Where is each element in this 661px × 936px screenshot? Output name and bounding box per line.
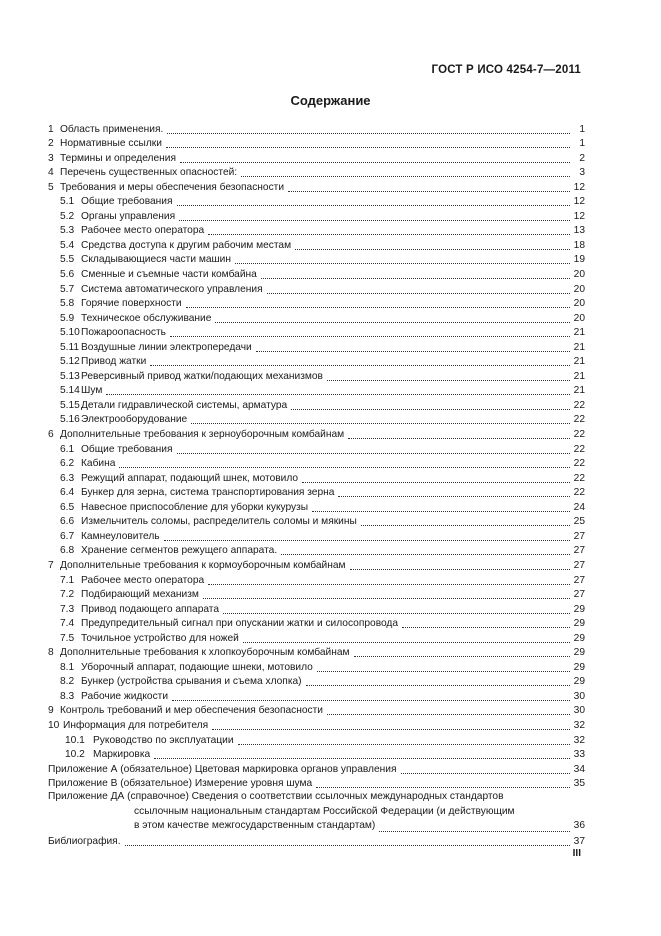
dot-leader (317, 670, 570, 672)
appendix-da-line1: Приложение ДА (справочное) Сведения о соответствии ссылочных международных стандартов (48, 791, 504, 803)
toc-entry[interactable] (48, 281, 585, 296)
dot-leader (177, 204, 570, 206)
toc-entry[interactable] (48, 223, 585, 238)
toc-entry-page: 36 (573, 820, 585, 832)
toc-entry-number: 7.1 (60, 574, 75, 586)
dot-leader (261, 277, 570, 279)
dot-leader (203, 597, 570, 599)
toc-entry-title: Бункер (устройства срывания и съема хлопка) (81, 676, 302, 688)
toc-entry-page: 34 (573, 763, 585, 775)
toc-entry[interactable] (48, 194, 585, 209)
toc-entry[interactable] (48, 296, 585, 311)
toc-entry-title: Бункер для зерна, система транспортирования зерна (81, 487, 335, 499)
toc-entry-number: 7.3 (60, 603, 75, 615)
dot-leader (208, 583, 570, 585)
toc-entry-number: 5.9 (60, 312, 75, 324)
toc-entry-page: 22 (573, 429, 585, 441)
toc-entry-title: Камнеуловитель (81, 530, 160, 542)
toc-entry-title: Дополнительные требования к кормоуборочным комбайнам (60, 559, 346, 571)
dot-leader (312, 510, 570, 512)
dot-leader (281, 553, 570, 555)
toc-entry-title: Измельчитель соломы, распределитель соломы и мякины (81, 516, 357, 528)
toc-entry-title: Электрооборудование (81, 414, 188, 426)
toc-entry-number: 5.14 (60, 385, 80, 397)
toc-entry-page: 29 (573, 603, 585, 615)
toc-entry-page: 20 (573, 283, 585, 295)
toc-entry-number: 7.5 (60, 632, 75, 644)
toc-entry-title: Органы управления (81, 210, 176, 222)
toc-entry[interactable] (48, 441, 585, 456)
toc-entry-page: 27 (573, 530, 585, 542)
toc-entry-title: Пожароопасность (81, 327, 166, 339)
page-title: Содержание (290, 93, 371, 108)
toc-entry-number: 6.7 (60, 530, 75, 542)
toc-entry-page: 33 (573, 749, 585, 761)
toc-entry-title: Термины и определения (60, 152, 176, 164)
toc-entry-title: Привод жатки (81, 356, 147, 368)
toc-entry-title: Привод подающего аппарата (81, 603, 220, 615)
toc-entry-title: Контроль требований и мер обеспечения безопасности (60, 705, 323, 717)
dot-leader (172, 699, 570, 701)
toc-entry-title: Воздушные линии электропередачи (81, 341, 252, 353)
toc-entry[interactable] (48, 165, 585, 180)
toc-entry-title: Дополнительные требования к зерноуборочным комбайнам (60, 429, 345, 441)
toc-entry-number: 4 (48, 167, 54, 179)
dot-leader (291, 408, 570, 410)
toc-entry-page: 20 (573, 298, 585, 310)
appendix-da-line3: в этом качестве межгосударственным стандартам) (134, 820, 376, 832)
toc-entry-page: 19 (573, 254, 585, 266)
toc-entry-page: 2 (579, 152, 585, 164)
toc-entry-bibliography[interactable] (48, 834, 585, 849)
toc-entry[interactable] (48, 674, 585, 689)
toc-entry[interactable] (48, 485, 585, 500)
toc-entry-title: Средства доступа к другим рабочим местам (81, 239, 292, 251)
toc-entry[interactable] (48, 514, 585, 529)
toc-entry[interactable] (48, 557, 585, 572)
dot-leader (316, 786, 570, 788)
toc-entry-number: 8.1 (60, 661, 75, 673)
toc-entry[interactable] (48, 659, 585, 674)
toc-entry-page: 21 (573, 385, 585, 397)
toc-entry[interactable] (48, 601, 585, 616)
toc-entry[interactable] (48, 179, 585, 194)
toc-entry-page: 22 (573, 443, 585, 455)
toc-entry-page: 13 (573, 225, 585, 237)
toc-entry-page: 37 (573, 836, 585, 848)
dot-leader (150, 364, 570, 366)
toc-entry-number: 5.13 (60, 370, 80, 382)
toc-entry[interactable] (48, 426, 585, 441)
toc-entry-title: Область применения. (60, 123, 164, 135)
toc-entry-number: 6.5 (60, 501, 75, 513)
toc-entry-title: Рабочее место оператора (81, 225, 205, 237)
dot-leader (288, 190, 570, 192)
toc-entry-number: 8 (48, 647, 54, 659)
toc-entry-title: Рабочее место оператора (81, 574, 205, 586)
toc-entry-title: Шум (81, 385, 103, 397)
toc-entry[interactable] (48, 470, 585, 485)
dot-leader (302, 481, 570, 483)
toc-entry-title: Общие требования (81, 443, 173, 455)
toc-entry-number: 7.4 (60, 618, 75, 630)
toc-entry[interactable] (48, 310, 585, 325)
toc-entry[interactable] (48, 732, 585, 747)
toc-entry-number: 6.8 (60, 545, 75, 557)
toc-entry-page: 1 (579, 123, 585, 135)
toc-entry-number: 6.2 (60, 458, 75, 470)
toc-entry-number: 8.2 (60, 676, 75, 688)
toc-entry[interactable] (48, 761, 585, 776)
dot-leader (125, 844, 570, 846)
toc-entry[interactable] (48, 587, 585, 602)
dot-leader (106, 393, 570, 395)
dot-leader (379, 830, 570, 832)
toc-entry[interactable] (48, 325, 585, 340)
dot-leader (401, 772, 571, 774)
dot-leader (256, 350, 570, 352)
toc-entry-number: 5.15 (60, 399, 80, 411)
toc-entry[interactable] (48, 208, 585, 223)
toc-entry[interactable] (48, 368, 585, 383)
toc-entry-number: 2 (48, 138, 54, 150)
toc-entry-page: 22 (573, 414, 585, 426)
toc-entry[interactable] (48, 354, 585, 369)
appendix-da-line2: ссылочным национальным стандартам Российской Федерации (и действующим (134, 805, 515, 817)
toc-entry-title: Дополнительные требования к хлопкоуборочным комбайнам (60, 647, 350, 659)
toc-entry-title: Кабина (81, 458, 116, 470)
toc-entry-title: Библиография. (48, 836, 121, 848)
toc-entry-page: 21 (573, 341, 585, 353)
toc-entry-number: 1 (48, 123, 54, 135)
toc-entry-number: 10 (48, 719, 60, 731)
dot-leader (238, 743, 570, 745)
toc-entry[interactable] (48, 645, 585, 660)
toc-entry[interactable] (48, 776, 585, 791)
toc-entry-title: Приложение В (обязательное) Измерение уровня шума (48, 778, 313, 790)
toc-entry-title: Нормативные ссылки (60, 138, 162, 150)
toc-entry-page: 29 (573, 618, 585, 630)
toc-entry[interactable] (48, 543, 585, 558)
toc-entry-page: 22 (573, 472, 585, 484)
toc-entry-page: 21 (573, 327, 585, 339)
toc-entry[interactable] (48, 237, 585, 252)
toc-entry-title: Общие требования (81, 196, 173, 208)
toc-entry-page: 32 (573, 719, 585, 731)
dot-leader (350, 568, 570, 570)
toc-entry-number: 6 (48, 429, 54, 441)
dot-leader (361, 524, 570, 526)
dot-leader (223, 612, 570, 614)
toc-entry-page: 29 (573, 676, 585, 688)
toc-entry-title: Складывающиеся части машин (81, 254, 232, 266)
toc-entry-appendix-da[interactable] (48, 790, 585, 834)
toc-entry-number: 5.6 (60, 269, 75, 281)
dot-leader (208, 233, 570, 235)
toc-entry-title: Рабочие жидкости (81, 690, 169, 702)
dot-leader (212, 728, 570, 730)
toc-entry-title: Система автоматического управления (81, 283, 263, 295)
toc-entry-page: 29 (573, 661, 585, 673)
dot-leader (186, 306, 570, 308)
toc-entry-title: Техническое обслуживание (81, 312, 212, 324)
toc-entry-page: 12 (573, 181, 585, 193)
toc-entry[interactable] (48, 339, 585, 354)
toc-entry[interactable] (48, 136, 585, 151)
toc-entry-title: Маркировка (93, 749, 151, 761)
toc-entry-number: 5.4 (60, 239, 75, 251)
toc-entry[interactable] (48, 688, 585, 703)
toc-entry-page: 25 (573, 516, 585, 528)
toc-entry[interactable] (48, 121, 585, 136)
dot-leader (167, 132, 570, 134)
toc-entry-title: Предупредительный сигнал при опускании жатки и силосопровода (81, 618, 399, 630)
dot-leader (166, 146, 570, 148)
toc-entry-number: 5 (48, 181, 54, 193)
toc-entry-page: 29 (573, 632, 585, 644)
toc-entry-title: Сменные и съемные части комбайна (81, 269, 257, 281)
toc-entry-number: 7 (48, 559, 54, 571)
dot-leader (306, 684, 570, 686)
toc-entry-page: 12 (573, 210, 585, 222)
toc-entry-number: 10.1 (65, 734, 85, 746)
toc-entry-number: 10.2 (65, 749, 85, 761)
toc-entry-number: 6.4 (60, 487, 75, 499)
dot-leader (402, 626, 570, 628)
dot-leader (154, 757, 570, 759)
toc-entry[interactable] (48, 383, 585, 398)
toc-entry-page: 27 (573, 559, 585, 571)
dot-leader (295, 248, 570, 250)
toc-entry[interactable] (48, 747, 585, 762)
toc-entry-page: 20 (573, 269, 585, 281)
toc-entry[interactable] (48, 456, 585, 471)
toc-entry-number: 5.7 (60, 283, 75, 295)
toc-entry-page: 18 (573, 239, 585, 251)
toc-entry-title: Точильное устройство для ножей (81, 632, 239, 644)
table-of-contents (48, 121, 585, 848)
toc-entry-page: 32 (573, 734, 585, 746)
toc-entry-page: 27 (573, 545, 585, 557)
toc-entry-number: 3 (48, 152, 54, 164)
toc-entry[interactable] (48, 412, 585, 427)
toc-entry-number: 6.3 (60, 472, 75, 484)
toc-entry-page: 22 (573, 458, 585, 470)
dot-leader (215, 321, 570, 323)
dot-leader (327, 379, 570, 381)
dot-leader (179, 219, 570, 221)
toc-entry[interactable] (48, 528, 585, 543)
dot-leader (180, 161, 570, 163)
toc-entry-page: 1 (579, 138, 585, 150)
toc-entry-number: 5.10 (60, 327, 80, 339)
toc-entry-page: 35 (573, 778, 585, 790)
toc-entry-title: Перечень существенных опасностей: (60, 167, 238, 179)
toc-entry[interactable] (48, 703, 585, 718)
page-number: III (572, 848, 581, 859)
toc-entry-title: Информация для потребителя (63, 719, 209, 731)
toc-entry-title: Реверсивный привод жатки/подающих механизмов (81, 370, 323, 382)
toc-entry-title: Требования и меры обеспечения безопасности (60, 181, 285, 193)
dot-leader (119, 466, 570, 468)
dot-leader (177, 452, 570, 454)
dot-leader (327, 713, 570, 715)
toc-entry-number: 5.3 (60, 225, 75, 237)
toc-entry-number: 6.6 (60, 516, 75, 528)
toc-entry-number: 5.2 (60, 210, 75, 222)
toc-entry-title: Подбирающий механизм (81, 589, 199, 601)
toc-entry[interactable] (48, 150, 585, 165)
dot-leader (348, 437, 570, 439)
toc-entry-number: 5.8 (60, 298, 75, 310)
dot-leader (170, 335, 570, 337)
toc-entry-number: 5.12 (60, 356, 80, 368)
toc-entry[interactable] (48, 717, 585, 732)
toc-entry-number: 5.11 (60, 341, 80, 353)
toc-entry-number: 5.1 (60, 196, 75, 208)
dot-leader (354, 655, 570, 657)
toc-entry-title: Приложение А (обязательное) Цветовая маркировка органов управления (48, 763, 397, 775)
dot-leader (191, 422, 570, 424)
toc-entry-title: Горячие поверхности (81, 298, 182, 310)
toc-entry-page: 22 (573, 399, 585, 411)
dot-leader (164, 539, 570, 541)
toc-entry[interactable] (48, 499, 585, 514)
toc-entry-title: Навесное приспособление для уборки кукурузы (81, 501, 309, 513)
toc-entry-page: 27 (573, 574, 585, 586)
dot-leader (235, 262, 570, 264)
toc-entry[interactable] (48, 397, 585, 412)
toc-entry-page: 22 (573, 487, 585, 499)
toc-entry-page: 12 (573, 196, 585, 208)
toc-entry-page: 20 (573, 312, 585, 324)
toc-entry-number: 5.16 (60, 414, 80, 426)
toc-entry[interactable] (48, 252, 585, 267)
dot-leader (267, 292, 570, 294)
toc-entry-page: 21 (573, 356, 585, 368)
toc-entry-title: Руководство по эксплуатации (93, 734, 234, 746)
toc-entry[interactable] (48, 266, 585, 281)
toc-entry-title: Режущий аппарат, подающий шнек, мотовило (81, 472, 299, 484)
toc-entry-number: 9 (48, 705, 54, 717)
dot-leader (243, 641, 570, 643)
toc-entry-page: 21 (573, 370, 585, 382)
dot-leader (338, 495, 570, 497)
toc-entry-title: Уборочный аппарат, подающие шнеки, мотовило (81, 661, 313, 673)
toc-entry-number: 8.3 (60, 690, 75, 702)
dot-leader (241, 175, 570, 177)
toc-entry-title: Хранение сегментов режущего аппарата. (81, 545, 278, 557)
toc-entry-page: 27 (573, 589, 585, 601)
toc-entry-page: 24 (573, 501, 585, 513)
toc-entry-number: 6.1 (60, 443, 75, 455)
toc-entry[interactable] (48, 630, 585, 645)
toc-entry-page: 30 (573, 705, 585, 717)
toc-entry-page: 3 (579, 167, 585, 179)
toc-entry[interactable] (48, 616, 585, 631)
toc-entry-title: Детали гидравлической системы, арматура (81, 399, 288, 411)
toc-entry-number: 5.5 (60, 254, 75, 266)
toc-entry[interactable] (48, 572, 585, 587)
toc-entry-page: 30 (573, 690, 585, 702)
standard-header: ГОСТ Р ИСО 4254-7—2011 (431, 64, 581, 76)
toc-entry-number: 7.2 (60, 589, 75, 601)
toc-entry-page: 29 (573, 647, 585, 659)
